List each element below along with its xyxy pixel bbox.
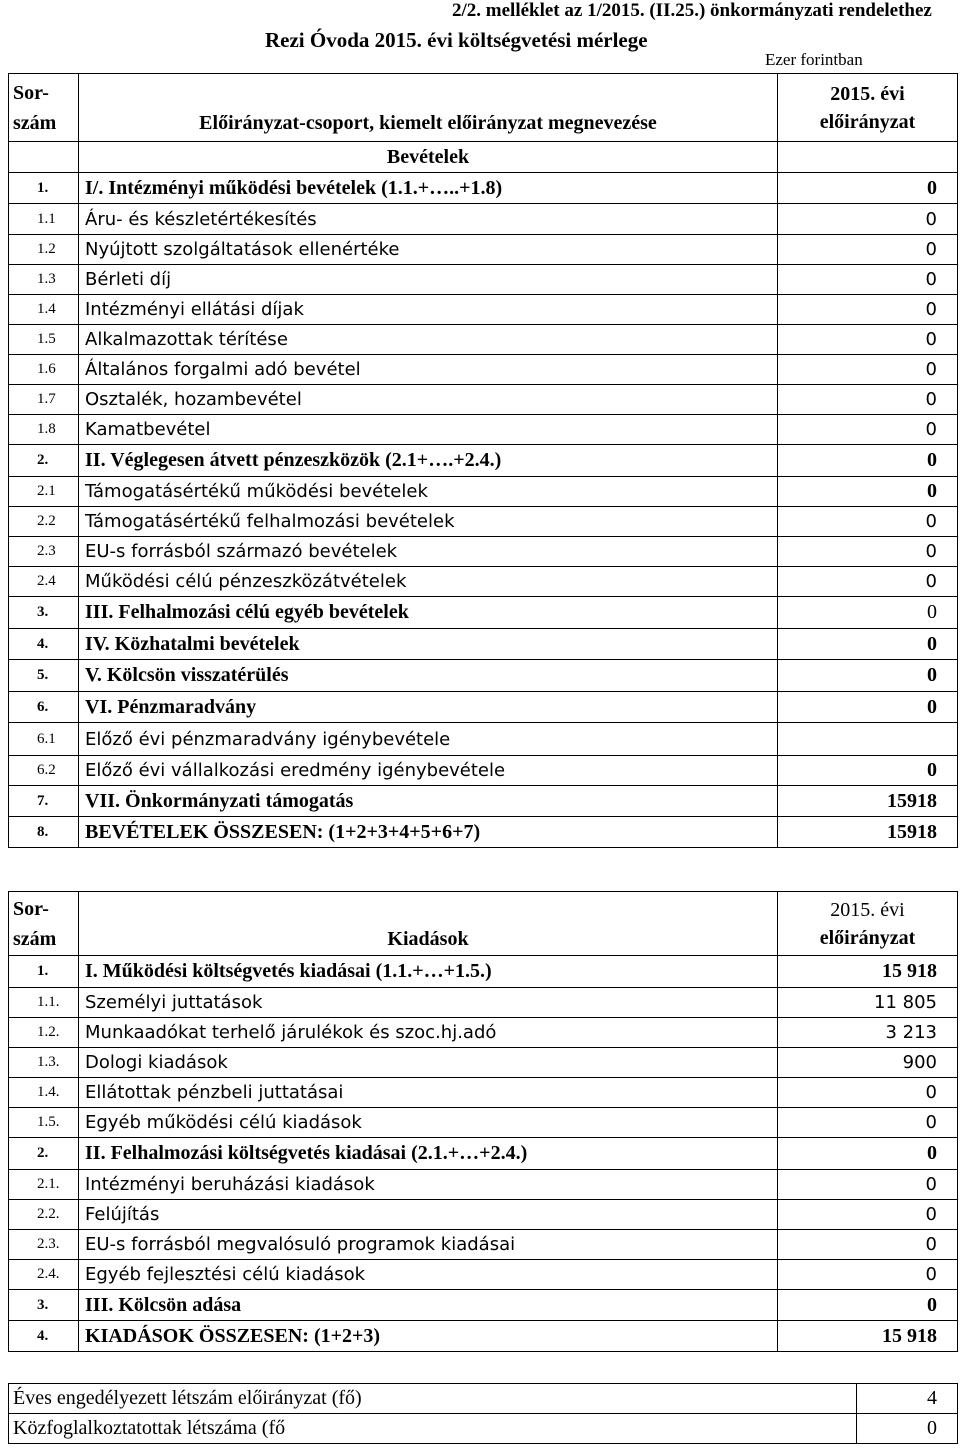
row-number: 3. bbox=[9, 1290, 79, 1321]
row-value: 0 bbox=[778, 415, 958, 445]
staff-label: Közfoglalkoztatottak létszáma (fő bbox=[9, 1414, 857, 1444]
col-header-number bbox=[9, 892, 79, 956]
row-label: Intézményi ellátási díjak bbox=[79, 295, 778, 325]
table-row bbox=[9, 1230, 958, 1260]
row-label: I/. Intézményi működési bevételek (1.1.+…..+1.8) bbox=[79, 173, 778, 204]
section-spacer-right bbox=[778, 142, 958, 173]
section-title: Bevételek bbox=[79, 142, 778, 173]
row-label: II. Felhalmozási költségvetés kiadásai (2.1.+…+2.4.) bbox=[79, 1138, 778, 1170]
row-number: 2.4. bbox=[9, 1260, 79, 1290]
table-row bbox=[9, 295, 958, 325]
table-row bbox=[9, 692, 958, 723]
col-header-name: Kiadások bbox=[79, 892, 778, 956]
row-value: 3 213 bbox=[778, 1018, 958, 1048]
table-row bbox=[9, 1200, 958, 1230]
table-row bbox=[9, 817, 958, 848]
col-header-value-line2: előirányzat bbox=[819, 926, 916, 949]
row-value: 0 bbox=[778, 1108, 958, 1138]
row-label: Egyéb működési célú kiadások bbox=[79, 1108, 778, 1138]
row-value: 0 bbox=[778, 1170, 958, 1200]
income-table bbox=[8, 73, 958, 848]
staff-table bbox=[8, 1383, 958, 1444]
row-value: 0 bbox=[778, 1260, 958, 1290]
row-value: 0 bbox=[778, 756, 958, 786]
row-number: 4. bbox=[9, 629, 79, 660]
row-value: 15918 bbox=[778, 817, 958, 848]
table-row bbox=[9, 385, 958, 415]
staff-value: 4 bbox=[857, 1384, 958, 1414]
row-label: Kamatbevétel bbox=[79, 415, 778, 445]
row-label: III. Kölcsön adása bbox=[79, 1290, 778, 1321]
row-value: 0 bbox=[778, 477, 958, 507]
row-number: 7. bbox=[9, 786, 79, 817]
table-row bbox=[9, 1018, 958, 1048]
row-number: 1.2. bbox=[9, 1018, 79, 1048]
col-header-number-line2: szám bbox=[13, 928, 57, 950]
row-number: 1.3 bbox=[9, 265, 79, 295]
row-value: 0 bbox=[778, 692, 958, 723]
row-label: EU-s forrásból megvalósuló programok kiadásai bbox=[79, 1230, 778, 1260]
table-row bbox=[9, 1078, 958, 1108]
table-row bbox=[9, 415, 958, 445]
col-header-number-line2: szám bbox=[13, 112, 57, 134]
row-number: 2.3. bbox=[9, 1230, 79, 1260]
row-number: 6. bbox=[9, 692, 79, 723]
page-title: Rezi Óvoda 2015. évi költségvetési mérlege bbox=[265, 28, 648, 52]
table-row bbox=[9, 1260, 958, 1290]
row-value: 900 bbox=[778, 1048, 958, 1078]
row-label: Áru- és készletértékesítés bbox=[79, 204, 778, 235]
col-header-value bbox=[778, 892, 958, 956]
row-number: 4. bbox=[9, 1321, 79, 1352]
row-number: 1. bbox=[9, 173, 79, 204]
row-value: 0 bbox=[778, 1230, 958, 1260]
row-label: Munkaadókat terhelő járulékok és szoc.hj.adó bbox=[79, 1018, 778, 1048]
row-value: 0 bbox=[778, 1138, 958, 1170]
row-label: Dologi kiadások bbox=[79, 1048, 778, 1078]
row-label: Bérleti díj bbox=[79, 265, 778, 295]
row-number: 2.4 bbox=[9, 567, 79, 597]
col-header-value-line1: 2015. évi bbox=[830, 898, 905, 921]
row-number: 2. bbox=[9, 1138, 79, 1170]
row-number: 6.2 bbox=[9, 756, 79, 786]
col-header-name: Előirányzat-csoport, kiemelt előirányzat megnevezése bbox=[79, 74, 778, 142]
row-label: II. Véglegesen átvett pénzeszközök (2.1+….+2.4.) bbox=[79, 445, 778, 477]
col-header-number-line1: Sor- bbox=[13, 82, 49, 104]
row-label: Alkalmazottak térítése bbox=[79, 325, 778, 355]
row-value: 0 bbox=[778, 173, 958, 204]
table-row bbox=[9, 173, 958, 204]
row-label: III. Felhalmozási célú egyéb bevételek bbox=[79, 597, 778, 629]
table-row bbox=[9, 988, 958, 1018]
row-number: 1.2 bbox=[9, 235, 79, 265]
table-row bbox=[9, 445, 958, 477]
table-row bbox=[9, 1108, 958, 1138]
row-number: 1.1 bbox=[9, 204, 79, 235]
row-value: 15 918 bbox=[778, 1321, 958, 1352]
row-value: 15918 bbox=[778, 786, 958, 817]
row-label: Ellátottak pénzbeli juttatásai bbox=[79, 1078, 778, 1108]
row-label: Egyéb fejlesztési célú kiadások bbox=[79, 1260, 778, 1290]
col-header-number bbox=[9, 74, 79, 142]
row-value: 0 bbox=[778, 507, 958, 537]
row-number: 2.1. bbox=[9, 1170, 79, 1200]
table-row bbox=[9, 567, 958, 597]
row-number: 2.1 bbox=[9, 477, 79, 507]
section-spacer bbox=[9, 142, 79, 173]
row-value: 0 bbox=[778, 445, 958, 477]
row-label: VI. Pénzmaradvány bbox=[79, 692, 778, 723]
table-row bbox=[9, 507, 958, 537]
table-row bbox=[9, 1321, 958, 1352]
row-value: 0 bbox=[778, 204, 958, 235]
row-label: EU-s forrásból származó bevételek bbox=[79, 537, 778, 567]
row-label: Előző évi vállalkozási eredmény igénybevétele bbox=[79, 756, 778, 786]
table-row bbox=[9, 204, 958, 235]
table-row bbox=[9, 723, 958, 756]
row-number: 1.4. bbox=[9, 1078, 79, 1108]
row-label: Intézményi beruházási kiadások bbox=[79, 1170, 778, 1200]
col-header-value-line2: előirányzat bbox=[819, 110, 916, 133]
row-value: 0 bbox=[778, 537, 958, 567]
row-label: Működési célú pénzeszközátvételek bbox=[79, 567, 778, 597]
row-value: 11 805 bbox=[778, 988, 958, 1018]
staff-label: Éves engedélyezett létszám előirányzat (fő) bbox=[9, 1384, 857, 1414]
table-row bbox=[9, 956, 958, 988]
row-number: 2.2. bbox=[9, 1200, 79, 1230]
row-label: Felújítás bbox=[79, 1200, 778, 1230]
row-value: 0 bbox=[778, 1078, 958, 1108]
row-number: 1.7 bbox=[9, 385, 79, 415]
table-row bbox=[9, 265, 958, 295]
row-number: 8. bbox=[9, 817, 79, 848]
row-label: KIADÁSOK ÖSSZESEN: (1+2+3) bbox=[79, 1321, 778, 1352]
col-header-value bbox=[778, 74, 958, 142]
row-value: 0 bbox=[778, 295, 958, 325]
row-value: 0 bbox=[778, 265, 958, 295]
row-value: 0 bbox=[778, 629, 958, 660]
row-value bbox=[778, 723, 958, 756]
row-number: 2.3 bbox=[9, 537, 79, 567]
row-label: IV. Közhatalmi bevételek bbox=[79, 629, 778, 660]
table-row bbox=[9, 756, 958, 786]
table-row bbox=[9, 1138, 958, 1170]
table-row bbox=[9, 477, 958, 507]
row-label: Személyi juttatások bbox=[79, 988, 778, 1018]
table-row bbox=[9, 786, 958, 817]
row-label: Nyújtott szolgáltatások ellenértéke bbox=[79, 235, 778, 265]
unit-label: Ezer forintban bbox=[765, 50, 863, 69]
table-row bbox=[9, 597, 958, 629]
row-number: 3. bbox=[9, 597, 79, 629]
table-row bbox=[9, 660, 958, 692]
row-value: 0 bbox=[778, 385, 958, 415]
row-number: 2. bbox=[9, 445, 79, 477]
table-row bbox=[9, 629, 958, 660]
row-number: 1.5 bbox=[9, 325, 79, 355]
row-number: 5. bbox=[9, 660, 79, 692]
table-row bbox=[9, 325, 958, 355]
table-row bbox=[9, 235, 958, 265]
row-value: 0 bbox=[778, 325, 958, 355]
row-value: 0 bbox=[778, 355, 958, 385]
table-row bbox=[9, 355, 958, 385]
row-label: Osztalék, hozambevétel bbox=[79, 385, 778, 415]
row-number: 1.5. bbox=[9, 1108, 79, 1138]
row-number: 1.4 bbox=[9, 295, 79, 325]
expense-table bbox=[8, 891, 958, 1352]
annex-reference: 2/2. melléklet az 1/2015. (II.25.) önkormányzati rendelethez bbox=[452, 0, 932, 21]
col-header-number-line1: Sor- bbox=[13, 898, 49, 920]
row-label: VII. Önkormányzati támogatás bbox=[79, 786, 778, 817]
row-label: Általános forgalmi adó bevétel bbox=[79, 355, 778, 385]
staff-value: 0 bbox=[857, 1414, 958, 1444]
row-number: 1. bbox=[9, 956, 79, 988]
row-value: 0 bbox=[778, 660, 958, 692]
table-row bbox=[9, 1170, 958, 1200]
col-header-value-line1: 2015. évi bbox=[830, 82, 905, 105]
row-value: 0 bbox=[778, 235, 958, 265]
row-label: Támogatásértékű működési bevételek bbox=[79, 477, 778, 507]
row-value: 0 bbox=[778, 597, 958, 629]
row-value: 0 bbox=[778, 567, 958, 597]
row-value: 0 bbox=[778, 1290, 958, 1321]
row-number: 1.1. bbox=[9, 988, 79, 1018]
row-label: BEVÉTELEK ÖSSZESEN: (1+2+3+4+5+6+7) bbox=[79, 817, 778, 848]
row-number: 2.2 bbox=[9, 507, 79, 537]
row-number: 1.8 bbox=[9, 415, 79, 445]
row-label: V. Kölcsön visszatérülés bbox=[79, 660, 778, 692]
table-row bbox=[9, 537, 958, 567]
row-label: I. Működési költségvetés kiadásai (1.1.+…+1.5.) bbox=[79, 956, 778, 988]
row-number: 1.3. bbox=[9, 1048, 79, 1078]
row-label: Előző évi pénzmaradvány igénybevétele bbox=[79, 723, 778, 756]
row-value: 0 bbox=[778, 1200, 958, 1230]
row-number: 1.6 bbox=[9, 355, 79, 385]
table-row bbox=[9, 1290, 958, 1321]
table-row bbox=[9, 1048, 958, 1078]
row-value: 15 918 bbox=[778, 956, 958, 988]
row-number: 6.1 bbox=[9, 723, 79, 756]
row-label: Támogatásértékű felhalmozási bevételek bbox=[79, 507, 778, 537]
